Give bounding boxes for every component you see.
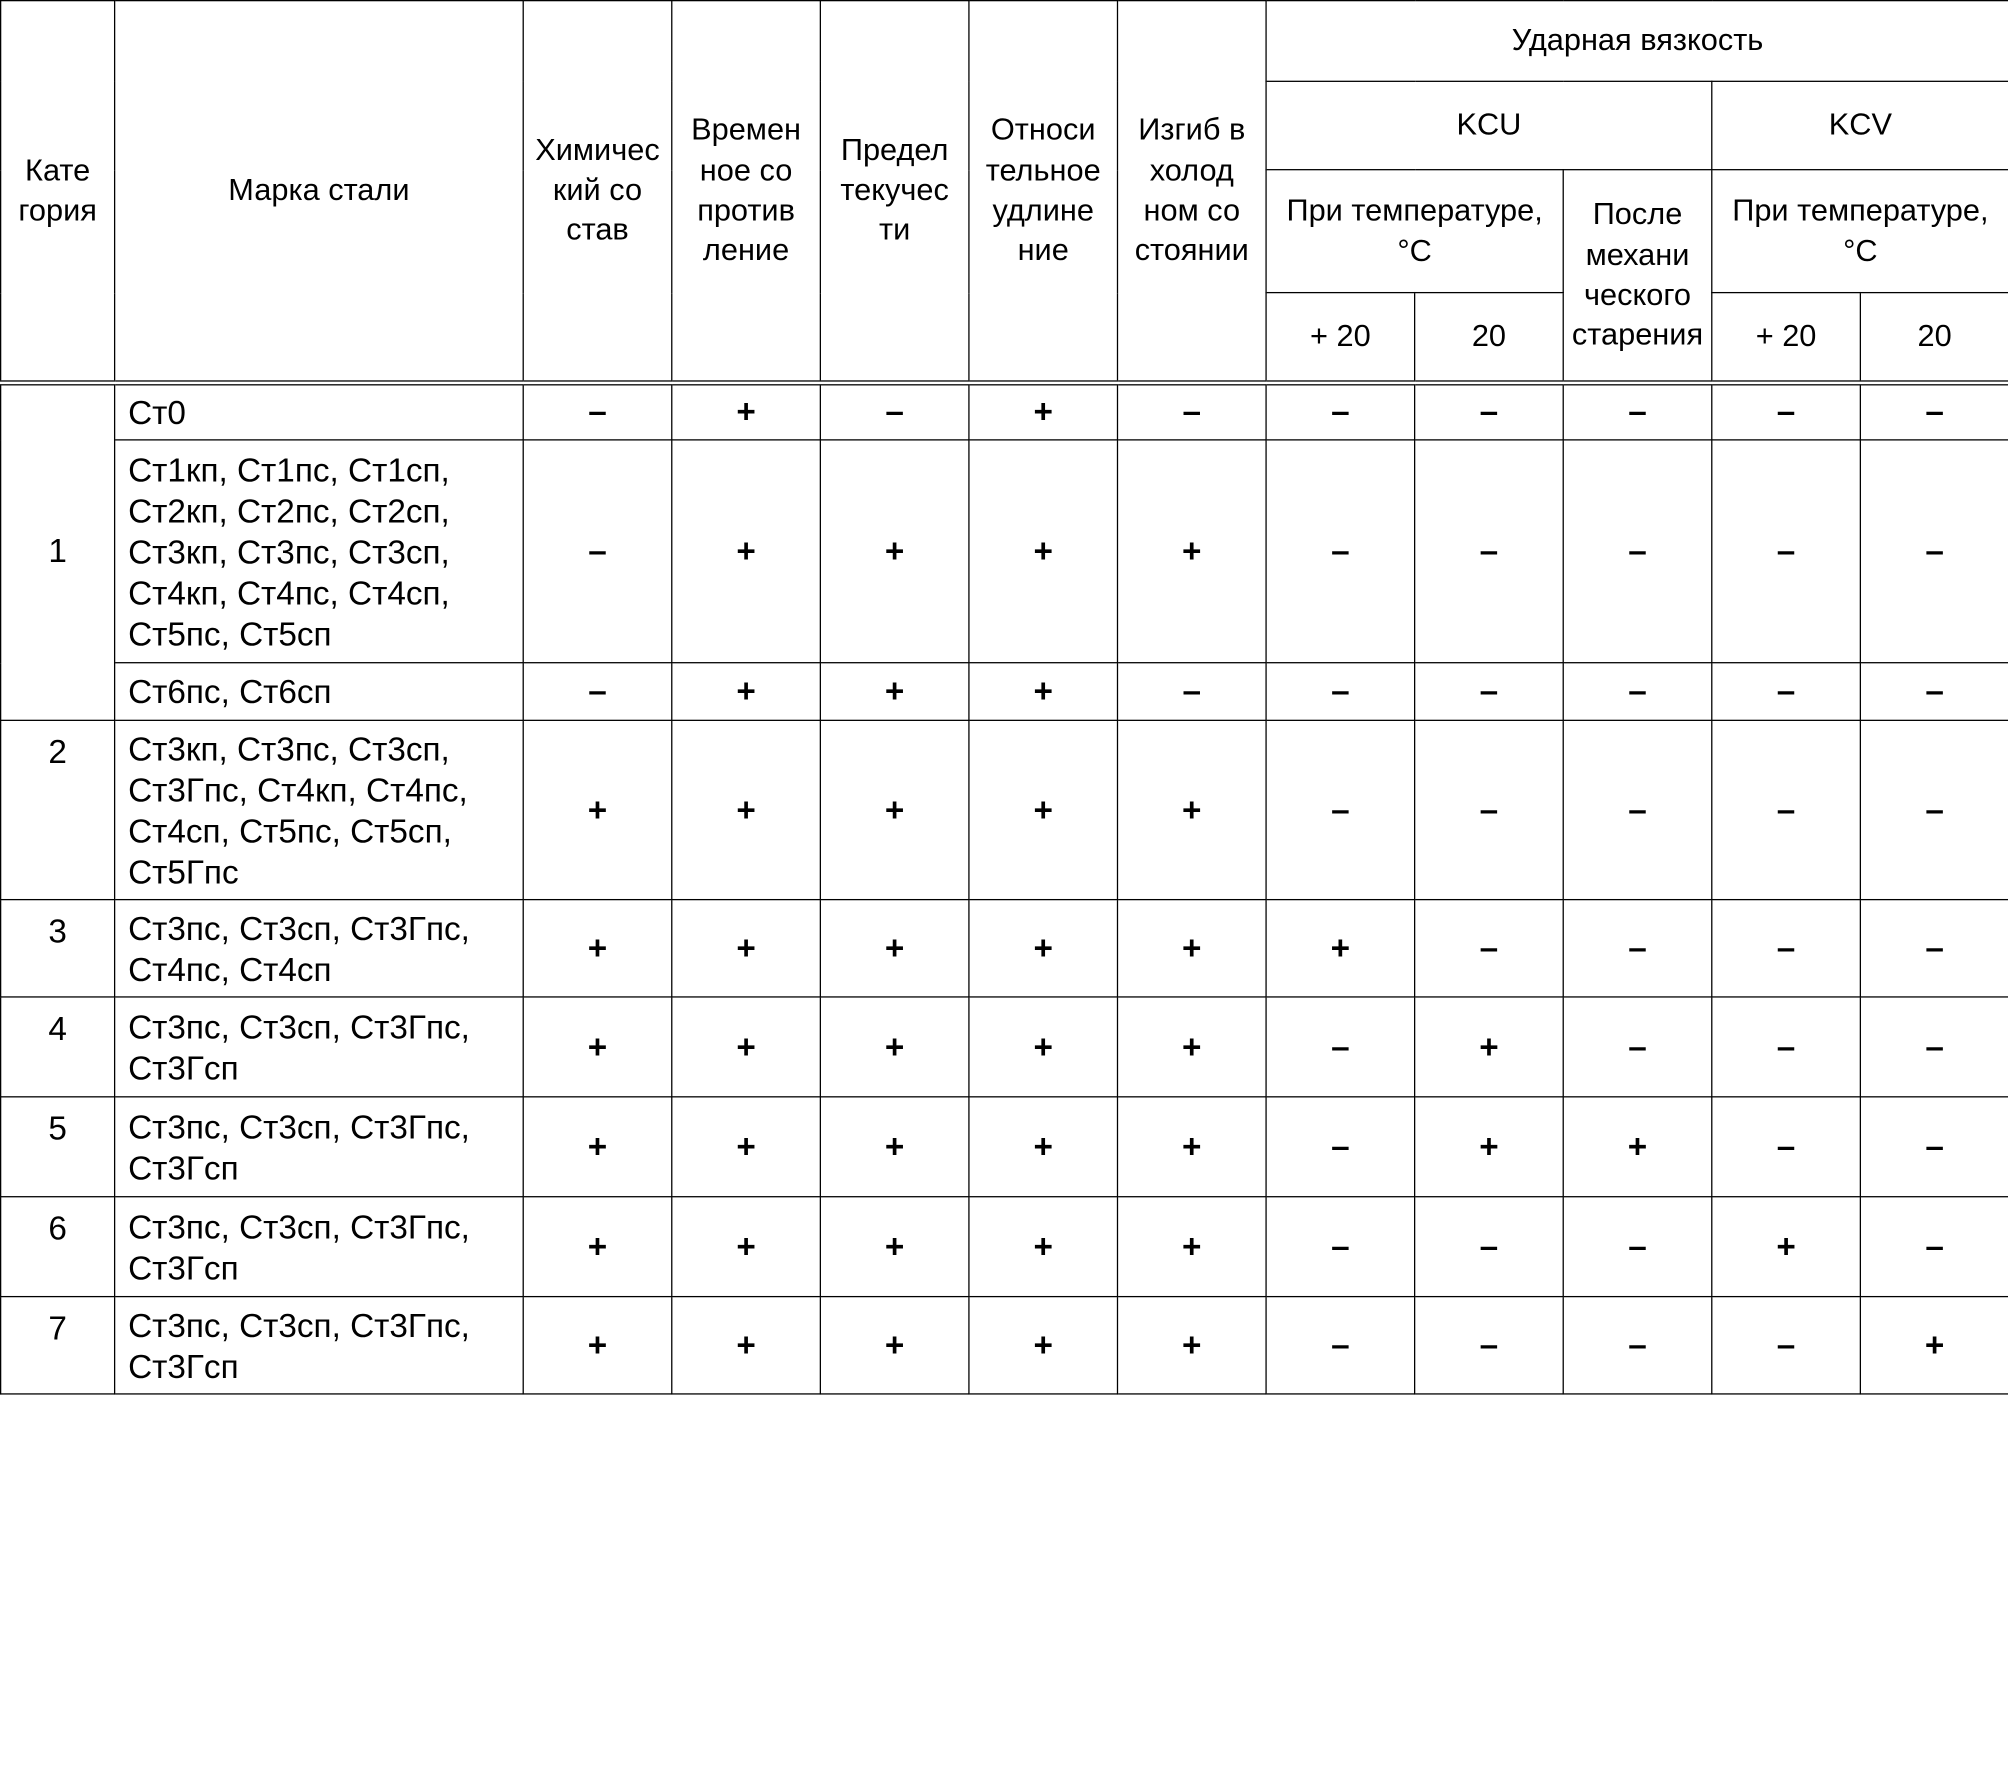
kcu-aging-cell: – xyxy=(1563,997,1712,1097)
yield-cell: + xyxy=(820,663,969,721)
header-yield-text: Предел текучес ти xyxy=(840,133,949,248)
kcu-t1-cell: – xyxy=(1266,720,1415,899)
grade-text: Ст3кп, Ст3пс, Ст3сп, Ст3Гпс, Ст4кп, Ст4пс, Ст4сп, Ст5пс, Ст5сп, Ст5Гпс xyxy=(128,729,468,891)
category-cell xyxy=(1,720,115,899)
chem-cell: + xyxy=(523,720,672,899)
kcu-aging-cell: – xyxy=(1563,440,1712,663)
category-cell xyxy=(1,997,115,1097)
kcu-aging-cell: – xyxy=(1563,382,1712,440)
header-category-text: Кате гория xyxy=(18,153,97,228)
yield-cell: – xyxy=(820,382,969,440)
grade-text: Ст3пс, Ст3сп, Ст3Гпс, Ст3Гсп xyxy=(128,1206,470,1287)
kcu-t1-cell: – xyxy=(1266,382,1415,440)
category-cell xyxy=(1,1097,115,1197)
bend-cell: + xyxy=(1117,997,1266,1097)
header-kcu-t2-text: 20 xyxy=(1471,319,1507,354)
bend-cell: + xyxy=(1117,1197,1266,1297)
kcv-t1-cell: – xyxy=(1712,900,1861,997)
yield-cell: + xyxy=(820,720,969,899)
kcu-aging-cell: + xyxy=(1563,1097,1712,1197)
grade-text: Ст3пс, Ст3сп, Ст3Гпс, Ст3Гсп xyxy=(128,1305,470,1385)
tensile-cell: + xyxy=(672,720,821,899)
elongation-cell: + xyxy=(969,1097,1118,1197)
kcu-t2-cell: – xyxy=(1415,1297,1564,1394)
header-kcu xyxy=(1266,81,1712,169)
chem-cell: – xyxy=(523,382,672,440)
elongation-cell: + xyxy=(969,440,1118,663)
kcu-t2-cell: – xyxy=(1415,900,1564,997)
kcu-aging-cell: – xyxy=(1563,900,1712,997)
header-kcu-t2 xyxy=(1415,293,1564,383)
grade-cell xyxy=(115,1097,524,1197)
header-chem-text: Химичес кий со став xyxy=(535,133,660,248)
bend-cell: + xyxy=(1117,900,1266,997)
table-row xyxy=(1,900,2008,997)
category-cell xyxy=(1,1297,115,1394)
header-impact-text: Ударная вязкость xyxy=(1511,23,1764,59)
kcu-t2-cell: + xyxy=(1415,997,1564,1097)
header-kcu-t1-text: + 20 xyxy=(1309,319,1371,354)
kcv-t2-cell: – xyxy=(1860,440,2008,663)
grade-text: Ст1кп, Ст1пс, Ст1сп, Ст2кп, Ст2пс, Ст2сп, Ст3кп, Ст3пс, Ст3сп, Ст4кп, Ст4пс, Ст4сп, Ст5пс, Ст5сп xyxy=(128,450,450,653)
header-kcv-temp xyxy=(1712,170,2008,293)
kcv-t2-cell: – xyxy=(1860,900,2008,997)
tensile-cell: + xyxy=(672,1097,821,1197)
kcu-t1-cell: – xyxy=(1266,1097,1415,1197)
kcu-t1-cell: – xyxy=(1266,663,1415,721)
grade-cell xyxy=(115,1297,524,1394)
kcu-t1-cell: + xyxy=(1266,900,1415,997)
header-kcv-t1-text: + 20 xyxy=(1755,319,1817,354)
category-cell xyxy=(1,382,115,720)
bend-cell: – xyxy=(1117,663,1266,721)
header-bend xyxy=(1117,1,1266,383)
kcv-t2-cell: – xyxy=(1860,663,2008,721)
kcv-t1-cell: – xyxy=(1712,440,1861,663)
header-tensile xyxy=(672,1,821,383)
elongation-cell: + xyxy=(969,1297,1118,1394)
table-row xyxy=(1,1097,2008,1197)
kcu-t2-cell: – xyxy=(1415,720,1564,899)
grade-text: Ст3пс, Ст3сп, Ст3Гпс, Ст3Гсп xyxy=(128,1107,470,1187)
category-cell xyxy=(1,1197,115,1297)
kcu-t2-cell: + xyxy=(1415,1097,1564,1197)
kcu-aging-cell: – xyxy=(1563,1297,1712,1394)
kcv-t2-cell: – xyxy=(1860,720,2008,899)
bend-cell: + xyxy=(1117,1097,1266,1197)
chem-cell: + xyxy=(523,900,672,997)
header-kcv-t1 xyxy=(1712,293,1861,383)
kcv-t1-cell: – xyxy=(1712,1297,1861,1394)
kcu-t2-cell: – xyxy=(1415,1197,1564,1297)
yield-cell: + xyxy=(820,440,969,663)
yield-cell: + xyxy=(820,1297,969,1394)
bend-cell: + xyxy=(1117,440,1266,663)
category-text: 4 xyxy=(48,1009,67,1048)
header-chem xyxy=(523,1,672,383)
header-kcv-temp-text: При температуре, °С xyxy=(1732,193,1989,269)
header-kcu-temp xyxy=(1266,170,1563,293)
chem-cell: – xyxy=(523,663,672,721)
category-text: 7 xyxy=(48,1308,67,1348)
elongation-cell: + xyxy=(969,997,1118,1097)
kcu-aging-cell: – xyxy=(1563,720,1712,899)
tensile-cell: + xyxy=(672,1297,821,1394)
header-kcv-text: KCV xyxy=(1828,108,1892,143)
header-impact xyxy=(1266,1,2008,82)
category-text: 2 xyxy=(48,732,67,771)
chem-cell: + xyxy=(523,1197,672,1297)
kcv-t1-cell: – xyxy=(1712,720,1861,899)
kcv-t1-cell: – xyxy=(1712,663,1861,721)
header-category xyxy=(1,1,115,383)
kcv-t2-cell: – xyxy=(1860,997,2008,1097)
kcu-aging-cell: – xyxy=(1563,1197,1712,1297)
grade-text: Ст6пс, Ст6сп xyxy=(128,672,332,711)
bend-cell: – xyxy=(1117,382,1266,440)
tensile-cell: + xyxy=(672,1197,821,1297)
kcv-t2-cell: + xyxy=(1860,1297,2008,1394)
bend-cell: + xyxy=(1117,720,1266,899)
header-grade xyxy=(115,1,524,383)
tensile-cell: + xyxy=(672,900,821,997)
grade-text: Ст3пс, Ст3сп, Ст3Гпс, Ст3Гсп xyxy=(128,1007,470,1087)
header-elongation xyxy=(969,1,1118,383)
category-cell xyxy=(1,900,115,997)
elongation-cell: + xyxy=(969,663,1118,721)
grade-cell xyxy=(115,900,524,997)
elongation-cell: + xyxy=(969,900,1118,997)
tensile-cell: + xyxy=(672,382,821,440)
header-tensile-text: Времен ное со против ление xyxy=(691,113,802,268)
kcu-t1-cell: – xyxy=(1266,1297,1415,1394)
grade-cell xyxy=(115,663,524,721)
kcu-t1-cell: – xyxy=(1266,997,1415,1097)
header-kcv-t2 xyxy=(1860,293,2008,383)
grade-text: Ст0 xyxy=(128,392,186,432)
grade-cell xyxy=(115,997,524,1097)
chem-cell: + xyxy=(523,997,672,1097)
header-kcu-aging xyxy=(1563,170,1712,383)
header-kcv-t2-text: 20 xyxy=(1917,319,1952,354)
yield-cell: + xyxy=(820,1197,969,1297)
table-row xyxy=(1,997,2008,1097)
chem-cell: + xyxy=(523,1097,672,1197)
category-text: 5 xyxy=(48,1108,67,1148)
header-kcu-t1 xyxy=(1266,293,1415,383)
kcv-t2-cell: – xyxy=(1860,1197,2008,1297)
header-bend-text: Изгиб в холод ном со стоянии xyxy=(1134,113,1249,268)
yield-cell: + xyxy=(820,1097,969,1197)
kcv-t1-cell: + xyxy=(1712,1197,1861,1297)
kcv-t1-cell: – xyxy=(1712,1097,1861,1197)
grade-cell xyxy=(115,440,524,663)
table-row xyxy=(1,382,2008,440)
category-text: 1 xyxy=(48,531,67,571)
table-row xyxy=(1,720,2008,899)
kcu-t2-cell: – xyxy=(1415,382,1564,440)
kcu-t2-cell: – xyxy=(1415,663,1564,721)
kcv-t1-cell: – xyxy=(1712,997,1861,1097)
header-elongation-text: Относи тельное удлине ние xyxy=(985,113,1101,268)
kcv-t1-cell: – xyxy=(1712,382,1861,440)
elongation-cell: + xyxy=(969,382,1118,440)
chem-cell: + xyxy=(523,1297,672,1394)
elongation-cell: + xyxy=(969,720,1118,899)
tensile-cell: + xyxy=(672,997,821,1097)
grade-cell xyxy=(115,720,524,899)
elongation-cell: + xyxy=(969,1197,1118,1297)
kcu-aging-cell: – xyxy=(1563,663,1712,721)
kcv-t2-cell: – xyxy=(1860,382,2008,440)
bend-cell: + xyxy=(1117,1297,1266,1394)
grade-text: Ст3пс, Ст3сп, Ст3Гпс, Ст4пс, Ст4сп xyxy=(128,908,470,988)
header-kcu-temp-text: При температуре, °С xyxy=(1286,193,1543,269)
header-kcu-text: KCU xyxy=(1456,108,1522,143)
kcv-t2-cell: – xyxy=(1860,1097,2008,1197)
header-kcv xyxy=(1712,81,2008,169)
table-row xyxy=(1,663,2008,721)
yield-cell: + xyxy=(820,900,969,997)
yield-cell: + xyxy=(820,997,969,1097)
table-row xyxy=(1,1297,2008,1394)
header-kcu-aging-text: После механи ческого старения xyxy=(1571,197,1704,353)
tensile-cell: + xyxy=(672,663,821,721)
kcu-t2-cell: – xyxy=(1415,440,1564,663)
header-grade-text: Марка стали xyxy=(228,173,410,208)
category-text: 3 xyxy=(48,911,67,951)
kcu-t1-cell: – xyxy=(1266,1197,1415,1297)
grade-cell xyxy=(115,382,524,440)
chem-cell: – xyxy=(523,440,672,663)
kcu-t1-cell: – xyxy=(1266,440,1415,663)
category-text: 6 xyxy=(48,1208,67,1248)
header-yield xyxy=(820,1,969,383)
table-row xyxy=(1,440,2008,663)
tensile-cell: + xyxy=(672,440,821,663)
table-row xyxy=(1,1197,2008,1297)
grade-cell xyxy=(115,1197,524,1297)
